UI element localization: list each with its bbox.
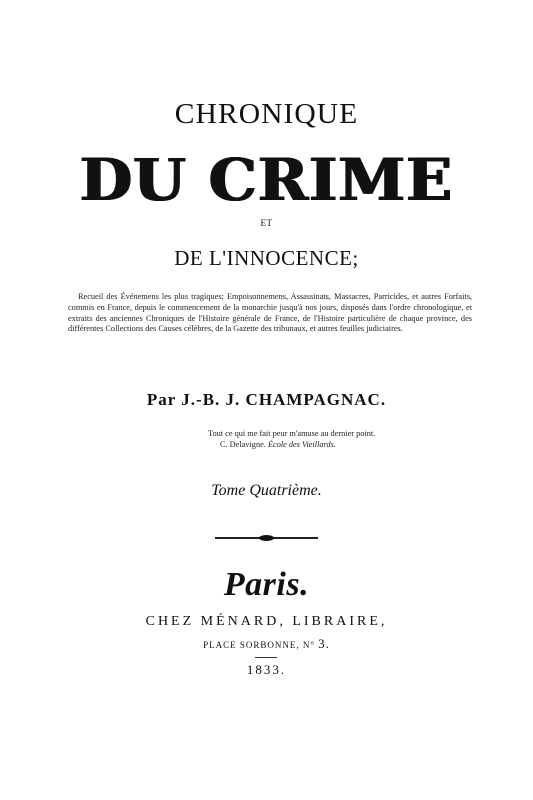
imprint-year: 1833.	[246, 662, 287, 677]
epigraph-author: C. Delavigne.	[220, 440, 266, 449]
imprint-address-number: 3.	[318, 636, 330, 651]
imprint-publisher: CHEZ MÉNARD, LIBRAIRE,	[145, 614, 388, 629]
volume-label: Tome Quatrième.	[211, 482, 322, 499]
title-line-innocence: DE L'INNOCENCE;	[174, 246, 359, 270]
epigraph	[208, 428, 478, 450]
subtitle-description: Recueil des Événemens les plus tragiques; Empoisonnemens, Assassinats, Massacres, Parricides, et autres Forfaits, commis en France, depuis le commencement de la monarchie jusqu'à nos jours, disposés dans l'ordre chronologique, et extraits des anciennes Chroniques de l'Histoire générale de France, de l'Histoire particulière de chaque province, des différentes Collections des Causes célèbres, de la Gazette des tribunaux, et autres feuilles judiciaires.	[68, 292, 472, 334]
imprint-divider	[255, 657, 277, 658]
imprint-address	[0, 636, 533, 652]
title-line-du-crime: DU CRIME	[79, 146, 454, 214]
author-line: Par J.-B. J. CHAMPAGNAC.	[146, 390, 387, 409]
epigraph-quote: Tout ce qui me fait peur m'amuse au dernier point.	[208, 429, 376, 438]
imprint-city: Paris.	[223, 566, 310, 603]
epigraph-reference	[208, 439, 478, 450]
imprint-address-prefix: PLACE SORBONNE, N°	[203, 640, 315, 650]
epigraph-work: École des Vieillards.	[267, 440, 336, 449]
title-line-chronique: CHRONIQUE	[174, 98, 359, 130]
ornamental-rule	[215, 537, 318, 539]
title-conjunction: ET	[260, 218, 273, 228]
